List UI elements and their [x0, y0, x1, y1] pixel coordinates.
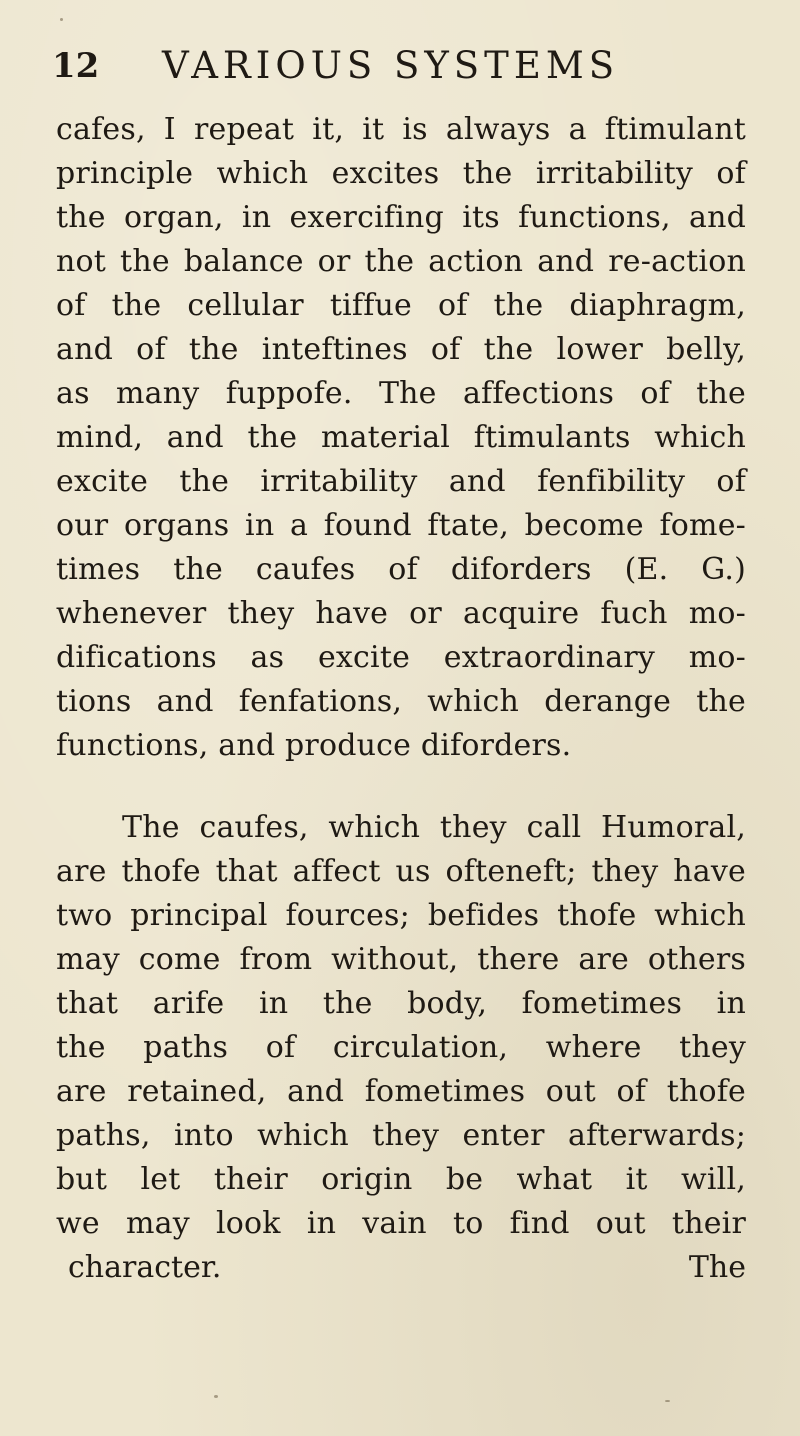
text-line: tions and fenfations, which derange the [56, 684, 746, 719]
text-line: and of the inteftines of the lower belly, [56, 332, 746, 367]
text-line: principle which excites the irritability of [56, 156, 746, 191]
running-head: VARIOUS SYSTEMS [162, 44, 620, 87]
paragraph-2 [56, 806, 746, 1290]
text-line: the organ, in exercifing its functions, and [56, 200, 746, 235]
text-line: times the caufes of diforders (E. G.) [56, 552, 746, 587]
text-line: character. [68, 1250, 222, 1285]
paper-fleck [214, 1395, 218, 1398]
catchword: The [688, 1250, 746, 1285]
text-line: functions, and produce diforders. [56, 728, 572, 763]
text-line: The caufes, which they call Humoral, [122, 810, 746, 845]
body-text [56, 108, 746, 1290]
paragraph-1 [56, 108, 746, 768]
page-header [52, 40, 772, 90]
paper-fleck [665, 1400, 670, 1402]
text-line: may come from without, there are others [56, 942, 746, 977]
paper-fleck [60, 18, 63, 21]
text-line: are thofe that affect us ofteneft; they have [56, 854, 746, 889]
text-line: the paths of circulation, where they [56, 1030, 746, 1065]
text-line: as many fuppofe. The affections of the [56, 376, 746, 411]
text-line: not the balance or the action and re-action [56, 244, 746, 279]
text-line: mind, and the material ftimulants which [56, 420, 746, 455]
paragraph-gap [56, 768, 746, 806]
text-line: whenever they have or acquire fuch mo- [56, 596, 746, 631]
text-line: paths, into which they enter afterwards; [56, 1118, 746, 1153]
final-line-row [56, 1246, 746, 1290]
text-line: but let their origin be what it will, [56, 1162, 746, 1197]
text-line: difications as excite extraordinary mo- [56, 640, 746, 675]
text-line: two principal fources; befides thofe which [56, 898, 746, 933]
text-line: our organs in a found ftate, become fome- [56, 508, 746, 543]
text-line: we may look in vain to find out their [56, 1206, 746, 1241]
text-line: cafes, I repeat it, it is always a ftimulant [56, 112, 746, 147]
page-number: 12 [52, 46, 100, 86]
text-line: of the cellular tiffue of the diaphragm, [56, 288, 746, 323]
text-line: are retained, and fometimes out of thofe [56, 1074, 746, 1109]
text-line: that arife in the body, fometimes in [56, 986, 746, 1021]
text-line: excite the irritability and fenfibility of [56, 464, 746, 499]
